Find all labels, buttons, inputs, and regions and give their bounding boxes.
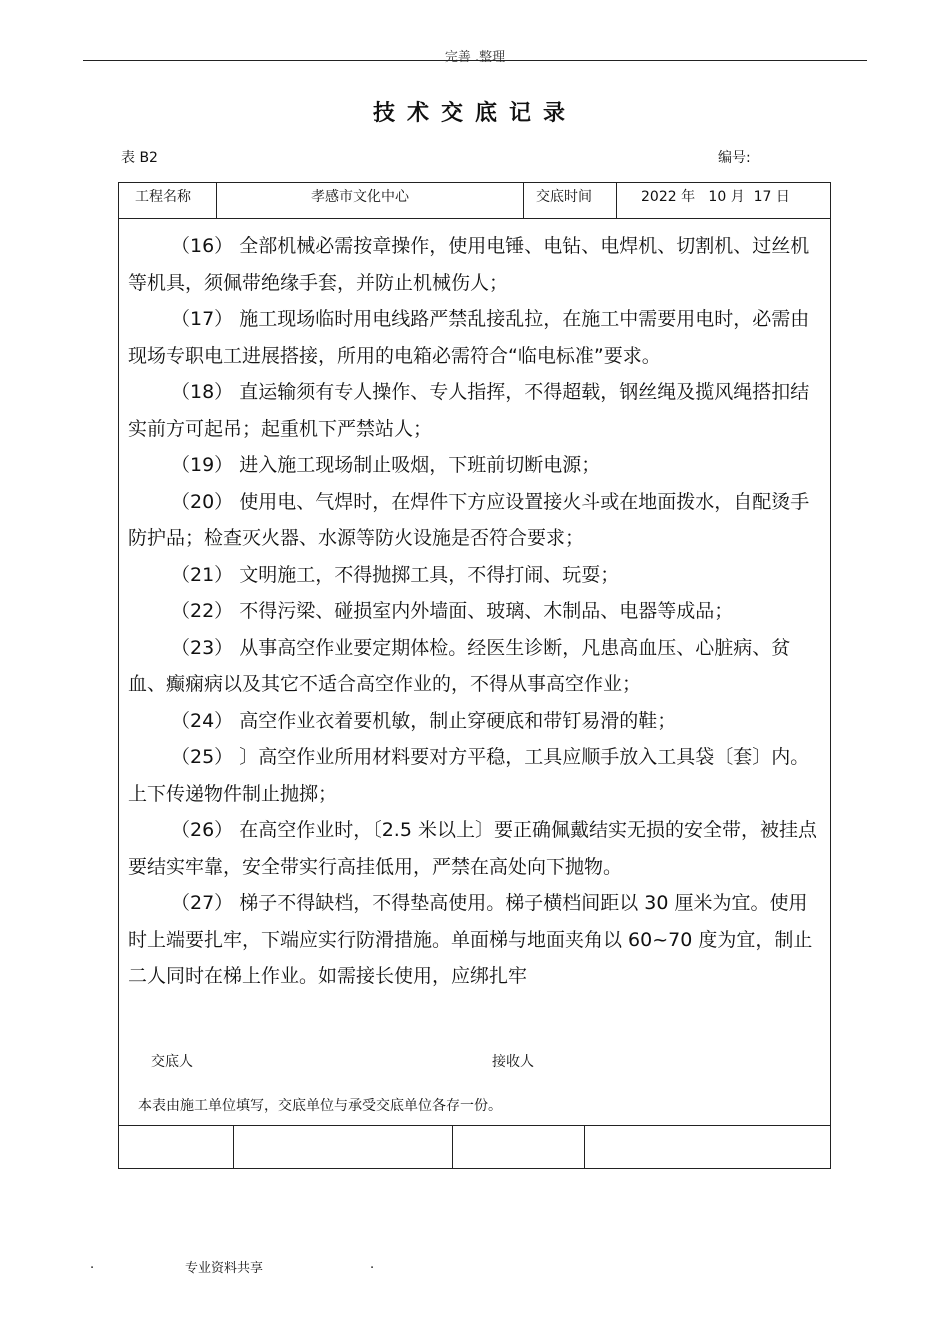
divider [216,183,217,218]
project-name-label: 工程名称 [135,189,191,205]
content-paragraph: （21） 文明施工，不得抛掷工具，不得打闹、玩耍； [171,563,620,586]
content-paragraph: （27） 梯子不得缺档，不得垫高使用。梯子横档间距以 30 厘米为宜。使用时上端要扎牢，下端应实行防滑措施。单面梯与地面夹角以 60~70 度为宜，制止二人同时在梯上作业。如需接长使用，应绑扎牢 [128,892,813,987]
content-paragraph: （19） 进入施工现场制止吸烟，下班前切断电源； [171,454,601,476]
page-header-text: 完善 .整理 [444,50,506,65]
divider [616,183,617,218]
content-paragraph: （25） 〕高空作业所用材料要对方平稳，工具应顺手放入工具袋〔套〕内。上下传递物件制止抛掷； [128,746,810,805]
content-paragraph: （22） 不得污梁、碰损室内外墙面、玻璃、木制品、电器等成品； [171,600,734,622]
content-paragraph: （24） 高空作业衣着要机敏，制止穿硬底和带钉易滑的鞋； [171,709,677,732]
serial-number-label: 编号: [718,150,751,166]
divider [523,183,524,218]
footer-right-dot: . [370,1257,375,1272]
disclosure-content [128,228,818,995]
receiver-label: 接收人 [492,1051,534,1071]
content-paragraph: （23） 从事高空作业要定期体检。经医生诊断，凡患高血压、心脏病、贫血、癫痫病以及其它不适合高空作业的，不得从事高空作业； [128,636,791,695]
disclosure-date-label: 交底时间 [536,189,592,205]
document-title: 技术交底记录 [372,101,577,126]
content-paragraph: （16） 全部机械必需按章操作，使用电锤、电钻、电焊机、切割机、过丝机等机具，须佩带绝缘手套，并防止机械伤人； [128,235,810,294]
project-name-value: 孝感市文化中心 [311,189,409,205]
record-table [118,182,831,1169]
footer-text: 专业资料共享 [185,1261,264,1276]
row-divider [119,218,830,219]
content-paragraph: （18） 直运输须有专人操作、专人指挥，不得超载，钢丝绳及揽风绳搭扣结实前方可起吊；起重机下严禁站人； [128,381,810,440]
content-paragraph: （26） 在高空作业时，〔2.5 米以上〕要正确佩戴结实无损的安全带，被挂点要结实牢靠，安全带实行高挂低用，严禁在高处向下抛物。 [128,819,817,878]
header-rule [83,60,867,61]
divider [584,1125,585,1169]
disclosure-date-value: 2022 年 10 月 17 日 [641,189,790,205]
footer-left-dot: . [90,1257,95,1272]
table-note: 本表由施工单位填写，交底单位与承受交底单位各存一份。 [138,1098,502,1114]
divider [233,1125,234,1169]
form-number: 表 B2 [121,150,158,166]
row-divider [119,1125,830,1126]
divider [452,1125,453,1169]
content-paragraph: （20） 使用电、气焊时，在焊件下方应设置接火斗或在地面拨水，自配烫手防护品；检查灭火器、水源等防火设施是否符合要求； [128,490,810,549]
discloser-label: 交底人 [151,1051,193,1071]
content-paragraph: （17） 施工现场临时用电线路严禁乱接乱拉，在施工中需要用电时，必需由现场专职电工进展搭接，所用的电箱必需符合“临电标准”要求。 [128,308,810,367]
